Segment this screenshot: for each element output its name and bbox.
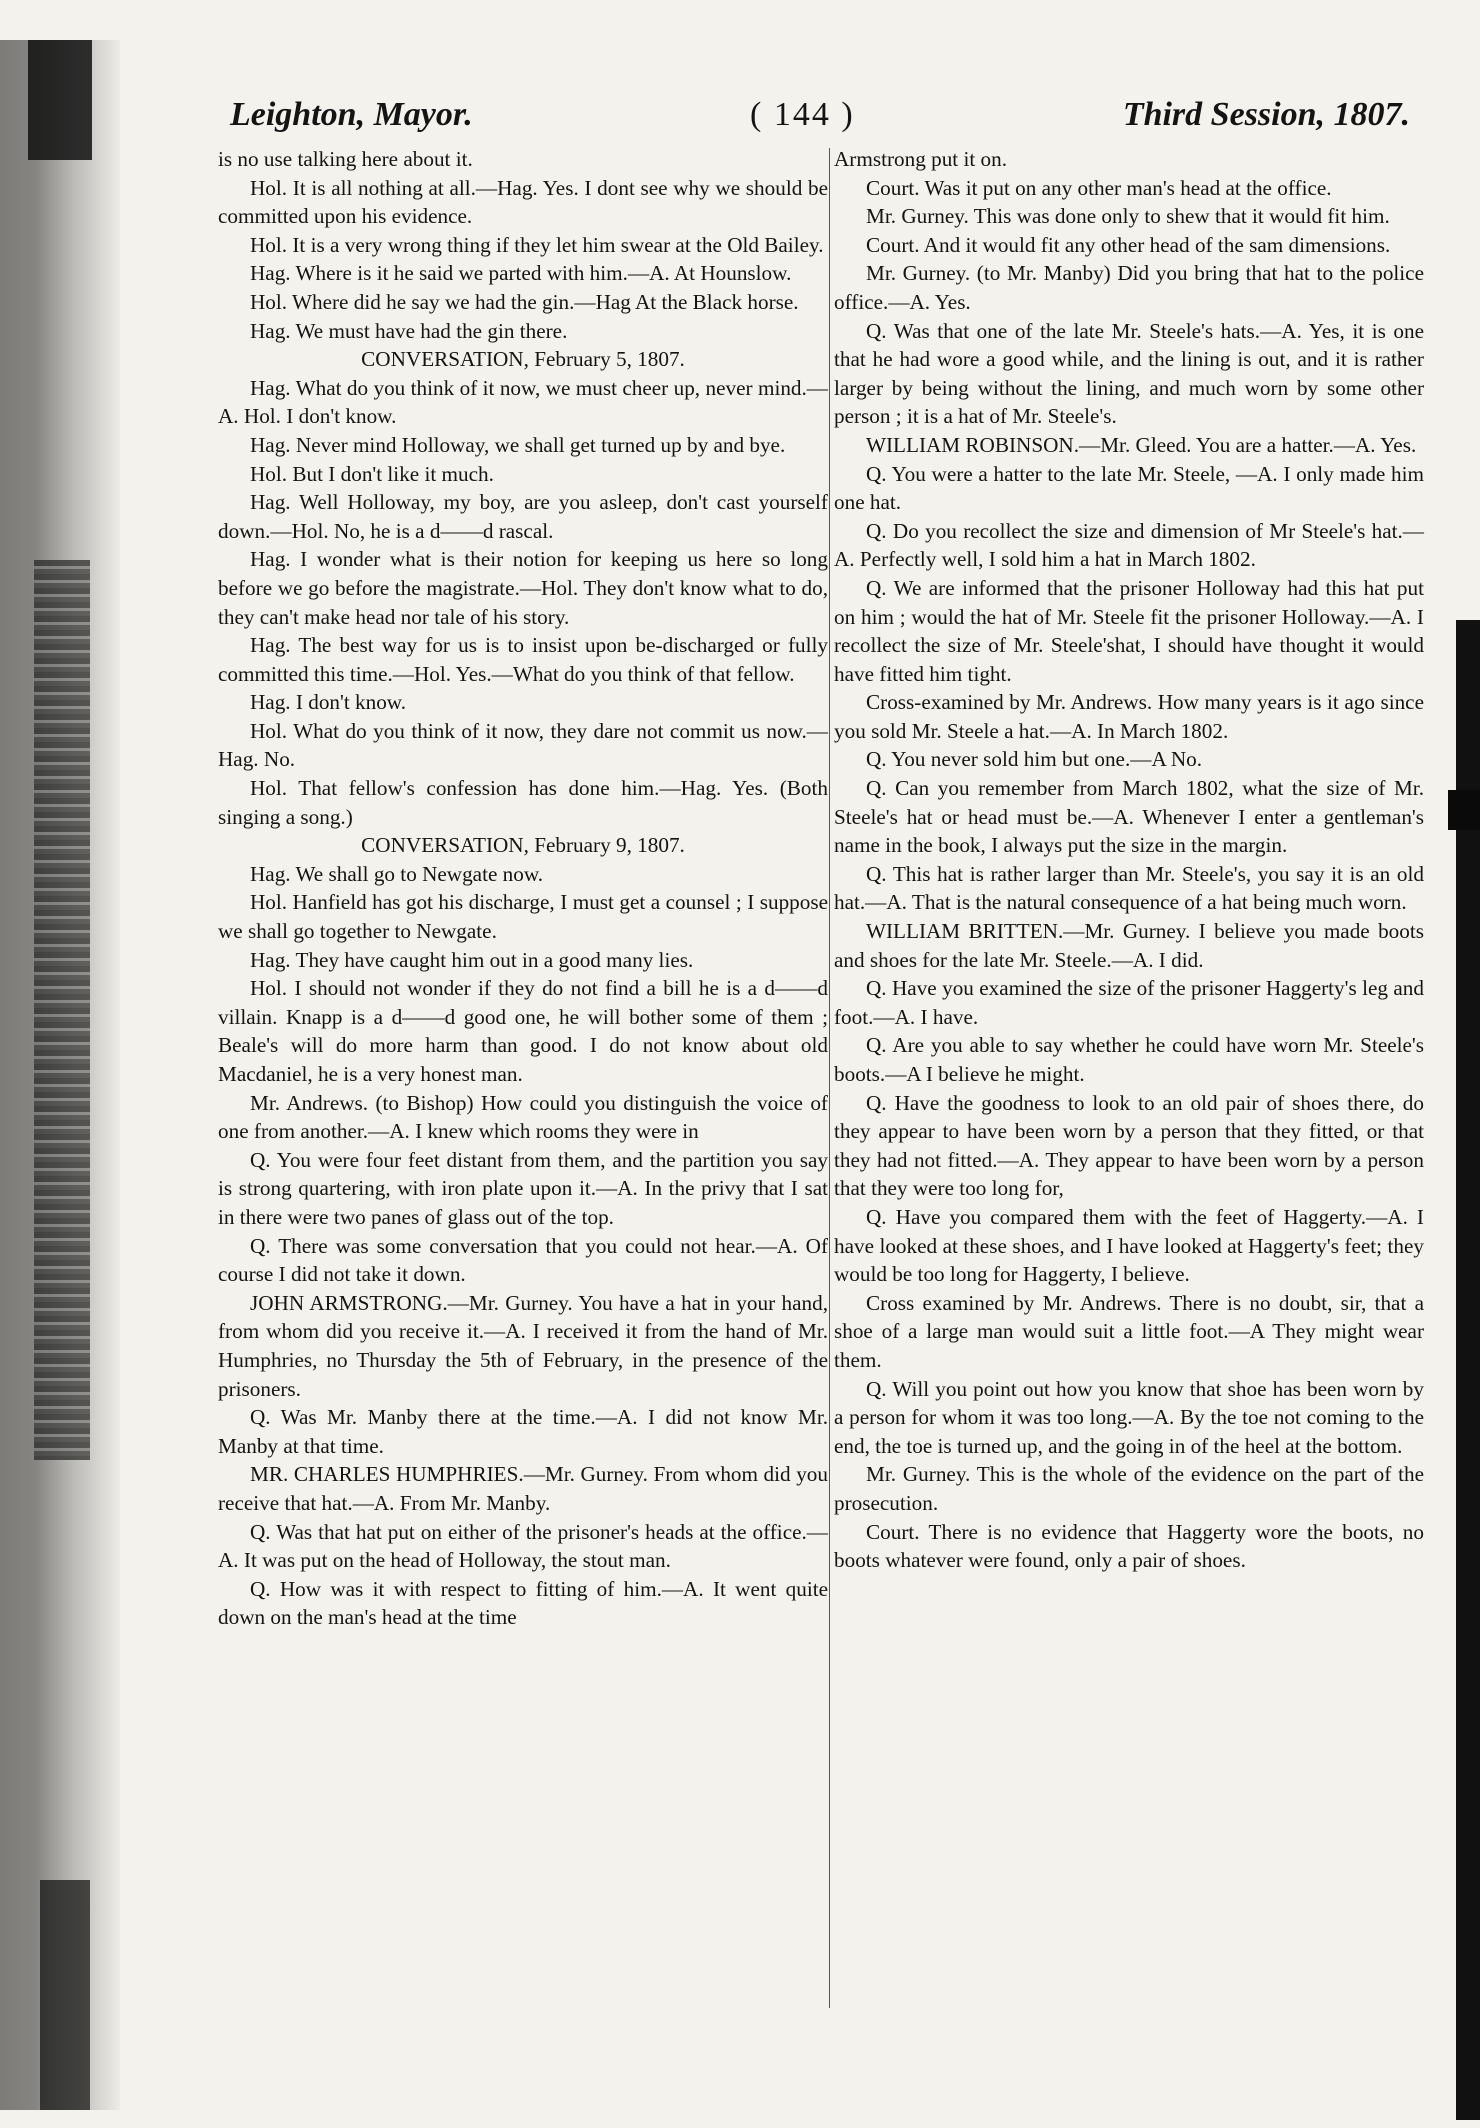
paragraph: Hag. Never mind Holloway, we shall get turned up by and bye. bbox=[250, 432, 786, 457]
right-column bbox=[834, 145, 1424, 1575]
paragraph: Mr. Gurney. This was done only to shew that it would fit him. bbox=[866, 204, 1390, 229]
paragraph: Hag. We must have had the gin there. bbox=[250, 318, 568, 343]
paragraph: Q. Was Mr. Manby there at the time.—A. I did not know Mr. Manby at that time. bbox=[218, 1405, 828, 1458]
section-heading: CONVERSATION, February 5, 1807. bbox=[361, 347, 685, 372]
paragraph: Q. We are informed that the prisoner Holloway had this hat put on him ; would the hat of Mr. Steele fit the prisoner Holloway.—A. I recollect the size of Mr. Steele'shat, I should have thought it would have fitted him tight. bbox=[834, 575, 1424, 686]
paragraph: Court. There is no evidence that Haggerty wore the boots, no boots whatever were found, only a pair of shoes. bbox=[834, 1519, 1424, 1573]
paragraph: Hol. It is a very wrong thing if they let him swear at the Old Bailey. bbox=[250, 232, 824, 257]
paragraph: Hol. But I don't like it much. bbox=[250, 461, 494, 486]
paragraph: Court. Was it put on any other man's head at the office. bbox=[866, 175, 1332, 200]
paragraph: Hol. Hanfield has got his discharge, I must get a counsel ; I suppose we shall go together to Newgate. bbox=[218, 890, 828, 944]
paragraph: Hol. I should not wonder if they do not find a bill he is a d——d villain. Knapp is a d——d good one, he will bother some of them ; Beale's will do more harm than good. I do not know about old Macdaniel, he is a very honest man. bbox=[218, 976, 828, 1086]
paragraph: Hol. What do you think of it now, they dare not commit us now.—Hag. No. bbox=[218, 718, 828, 772]
paragraph: MR. CHARLES HUMPHRIES.—Mr. Gurney. From whom did you receive that hat.—A. From Mr. Manby. bbox=[218, 1462, 828, 1515]
paragraph: Cross-examined by Mr. Andrews. How many years is it ago since you sold Mr. Steele a hat.—A. In March 1802. bbox=[834, 690, 1424, 743]
paragraph: Hag. Well Holloway, my boy, are you asleep, don't cast yourself down.—Hol. No, he is a d——d rascal. bbox=[218, 490, 828, 543]
paragraph: Q. Was that hat put on either of the prisoner's heads at the office.—A. It was put on the head of Holloway, the stout man. bbox=[218, 1519, 828, 1573]
paragraph: is no use talking here about it. bbox=[218, 147, 473, 171]
section-heading: CONVERSATION, February 9, 1807. bbox=[361, 833, 685, 858]
paragraph: Armstrong put it on. bbox=[834, 147, 1008, 171]
paragraph: Q. Have you compared them with the feet of Haggerty.—A. I have looked at these shoes, and I have looked at Haggerty's feet; they would be too long for Haggerty, I believe. bbox=[834, 1204, 1424, 1287]
paragraph: Q. Do you recollect the size and dimension of Mr Steele's hat.—A. Perfectly well, I sold him a hat in March 1802. bbox=[834, 518, 1424, 572]
paragraph: Cross examined by Mr. Andrews. There is no doubt, sir, that a shoe of a large man would suit a little foot.—A They might wear them. bbox=[834, 1290, 1424, 1372]
paragraph: Hag. I wonder what is their notion for keeping us here so long before we go before the magistrate.—Hol. They don't know what to do, they can't make head nor tale of his story. bbox=[218, 547, 828, 629]
paragraph: Q. Was that one of the late Mr. Steele's hats.—A. Yes, it is one that he had wore a good while, and the lining is out, and it is rather larger by being without the lining, and much worn by some other person ; it is a hat of Mr. Steele's. bbox=[834, 318, 1424, 429]
paragraph: Hol. That fellow's confession has done him.—Hag. Yes. (Both singing a song.) bbox=[218, 776, 828, 829]
paragraph: Hol. It is all nothing at all.—Hag. Yes. I dont see why we should be committed upon his evidence. bbox=[218, 175, 828, 229]
binding-mark-bottom bbox=[40, 1880, 90, 2110]
paragraph: Court. And it would fit any other head of the sam dimensions. bbox=[866, 232, 1391, 257]
paragraph: Mr. Gurney. This is the whole of the evidence on the part of the prosecution. bbox=[834, 1462, 1424, 1515]
paragraph: Q. How was it with respect to fitting of him.—A. It went quite down on the man's head at the time bbox=[218, 1576, 828, 1630]
paragraph: Q. This hat is rather larger than Mr. Steele's, you say it is an old hat.—A. That is the natural consequence of a hat being much worn. bbox=[834, 861, 1424, 915]
binding-mark-middle bbox=[34, 560, 90, 1460]
page-edge-shadow bbox=[1456, 620, 1480, 2120]
paragraph: Q. You never sold him but one.—A No. bbox=[866, 747, 1203, 772]
paragraph: Q. Have you examined the size of the prisoner Haggerty's leg and foot.—A. I have. bbox=[834, 976, 1424, 1029]
paragraph: Hag. They have caught him out in a good many lies. bbox=[250, 947, 694, 972]
left-column bbox=[218, 145, 828, 1632]
paragraph: Q. Are you able to say whether he could have worn Mr. Steele's boots.—A I believe he might. bbox=[834, 1033, 1424, 1086]
paragraph: Q. There was some conversation that you could not hear.—A. Of course I did not take it down. bbox=[218, 1233, 828, 1287]
paragraph: Mr. Gurney. (to Mr. Manby) Did you bring that hat to the police office.—A. Yes. bbox=[834, 261, 1424, 314]
paragraph: Q. Can you remember from March 1802, what the size of Mr. Steele's hat or head must be.—A. Whenever I enter a gentleman's name in the book, I always put the size in the margin. bbox=[834, 776, 1424, 858]
column-divider bbox=[829, 148, 830, 2008]
paragraph: Q. You were four feet distant from them, and the partition you say is strong quartering, with iron plate upon it.—A. In the privy that I sat in there were two panes of glass out of the top. bbox=[218, 1147, 828, 1229]
paragraph: Hag. We shall go to Newgate now. bbox=[250, 861, 544, 886]
paragraph: Hag. What do you think of it now, we must cheer up, never mind.—A. Hol. I don't know. bbox=[218, 375, 828, 429]
paragraph: Hol. Where did he say we had the gin.—Hag At the Black horse. bbox=[250, 289, 799, 314]
paragraph: Q. Will you point out how you know that shoe has been worn by a person for whom it was too long.—A. By the toe not coming to the end, the toe is turned up, and the going in of the heel at the bottom. bbox=[834, 1376, 1424, 1458]
paragraph: Hag. The best way for us is to insist upon be-discharged or fully committed this time.—Hol. Yes.—What do you think of that fellow. bbox=[218, 633, 828, 686]
paragraph: Hag. Where is it he said we parted with him.—A. At Hounslow. bbox=[250, 261, 792, 286]
paragraph: Mr. Andrews. (to Bishop) How could you distinguish the voice of one from another.—A. I knew which rooms they were in bbox=[218, 1090, 828, 1144]
binding-mark-top bbox=[28, 40, 92, 160]
paragraph: WILLIAM ROBINSON.—Mr. Gleed. You are a hatter.—A. Yes. bbox=[866, 432, 1417, 457]
paragraph: Hag. I don't know. bbox=[250, 690, 407, 715]
header-left: Leighton, Mayor. bbox=[230, 96, 473, 133]
paragraph: WILLIAM BRITTEN.—Mr. Gurney. I believe you made boots and shoes for the late Mr. Steele.—A. I did. bbox=[834, 919, 1424, 972]
header-right: Third Session, 1807. bbox=[1122, 96, 1410, 133]
page-edge-tab bbox=[1448, 790, 1480, 830]
paragraph: Q. You were a hatter to the late Mr. Steele, —A. I only made him one hat. bbox=[834, 461, 1424, 515]
paragraph: JOHN ARMSTRONG.—Mr. Gurney. You have a hat in your hand, from whom did you receive it.—A. I received it from the hand of Mr. Humphries, no Thursday the 5th of February, in the presence of the prisoners. bbox=[218, 1290, 828, 1401]
running-header bbox=[210, 96, 1410, 146]
paragraph: Q. Have the goodness to look to an old pair of shoes there, do they appear to have been worn by a person that they fitted, or that they had not fitted.—A. They appear to have been worn by a person that they were too long for, bbox=[834, 1090, 1424, 1201]
page-number: ( 144 ) bbox=[750, 96, 855, 133]
